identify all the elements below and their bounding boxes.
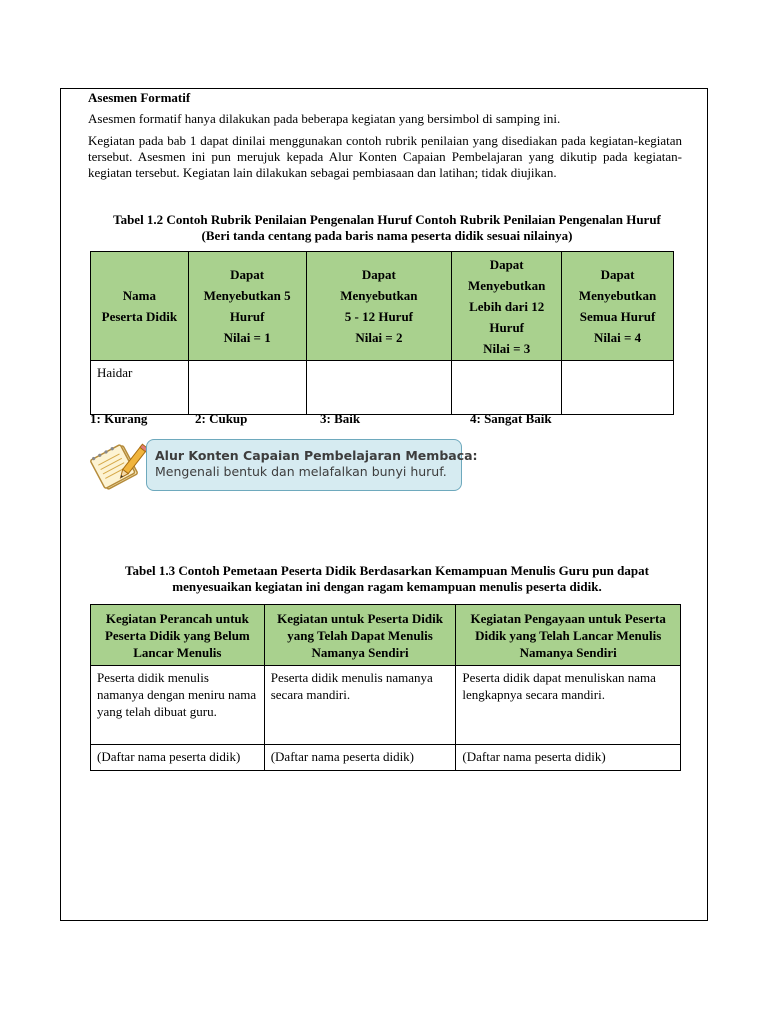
score-legend [90, 411, 680, 429]
checkbox-cell-score-1[interactable] [188, 361, 306, 415]
student-list-cell[interactable]: (Daftar nama peserta didik) [264, 745, 456, 771]
rubric-header-name: Nama Peserta Didik [91, 252, 189, 361]
rubric-row [91, 361, 674, 415]
student-name-cell: Haidar [91, 361, 189, 415]
checkbox-cell-score-4[interactable] [562, 361, 674, 415]
mapping-activity-row [91, 666, 681, 745]
section-title: Asesmen Formatif [88, 90, 191, 105]
mapping-student-list-row [91, 745, 681, 771]
rubric-header-row [91, 252, 674, 361]
mapping-header-row [91, 605, 681, 666]
score-legend-1: 1: Kurang [90, 411, 148, 426]
description-paragraph: Kegiatan pada bab 1 dapat dinilai menggunakan contoh rubrik penilaian yang disediakan pada kegiatan-kegiatan tersebut. Asesmen ini pun merujuk kepada Alur Konten Capaian Pembelajaran yang dikutip pada kegiatan-kegiatan tersebut. Kegiatan lain dilakukan sebagai pembiasaan dan latihan; tidak diujikan. [88, 133, 682, 180]
rubric-header-score-4: Dapat Menyebutkan Semua Huruf Nilai = 4 [562, 252, 674, 361]
checkbox-cell-score-2[interactable] [306, 361, 452, 415]
rubric-header-score-2: Dapat Menyebutkan 5 - 12 Huruf Nilai = 2 [306, 252, 452, 361]
mapping-header-enrichment: Kegiatan Pengayaan untuk Peserta Didik yang Telah Lancar Menulis Namanya Sendiri [456, 605, 681, 666]
student-list-cell[interactable]: (Daftar nama peserta didik) [91, 745, 265, 771]
mapping-header-standard: Kegiatan untuk Peserta Didik yang Telah Dapat Menulis Namanya Sendiri [264, 605, 456, 666]
mapping-cell: Peserta didik menulis namanya dengan meniru nama yang telah dibuat guru. [91, 666, 265, 745]
intro-paragraph: Asesmen formatif hanya dilakukan pada beberapa kegiatan yang bersimbol di samping ini. [88, 111, 561, 126]
checkbox-cell-score-3[interactable] [452, 361, 562, 415]
mapping-cell: Peserta didik dapat menuliskan nama lengkapnya secara mandiri. [456, 666, 681, 745]
assessment-section [88, 90, 682, 187]
score-legend-4: 4: Sangat Baik [470, 411, 552, 426]
mapping-cell: Peserta didik menulis namanya secara mandiri. [264, 666, 456, 745]
banner-text: Mengenali bentuk dan melafalkan bunyi huruf. [155, 464, 447, 479]
table1-caption: Tabel 1.2 Contoh Rubrik Penilaian Pengenalan Huruf Contoh Rubrik Penilaian Pengenalan Huruf (Beri tanda centang pada baris nama peserta didik sesuai nilainya) [113, 212, 661, 243]
score-legend-3: 3: Baik [320, 411, 361, 426]
rubric-table [90, 251, 674, 415]
table2-caption: Tabel 1.3 Contoh Pemetaan Peserta Didik Berdasarkan Kemampuan Menulis Guru pun dapat menyesuaikan kegiatan ini dengan ragam kemampuan menulis peserta didik. [125, 563, 649, 594]
mapping-table [90, 604, 681, 771]
mapping-header-scaffold: Kegiatan Perancah untuk Peserta Didik yang Belum Lancar Menulis [91, 605, 265, 666]
score-legend-2: 2: Cukup [195, 411, 248, 426]
rubric-header-score-3: Dapat Menyebutkan Lebih dari 12 Huruf Nilai = 3 [452, 252, 562, 361]
banner-title: Alur Konten Capaian Pembelajaran Membaca: [155, 448, 478, 463]
notebook-pencil-icon [88, 438, 148, 494]
student-list-cell[interactable]: (Daftar nama peserta didik) [456, 745, 681, 771]
learning-outcome-banner [146, 439, 478, 491]
rubric-header-score-1: Dapat Menyebutkan 5 Huruf Nilai = 1 [188, 252, 306, 361]
